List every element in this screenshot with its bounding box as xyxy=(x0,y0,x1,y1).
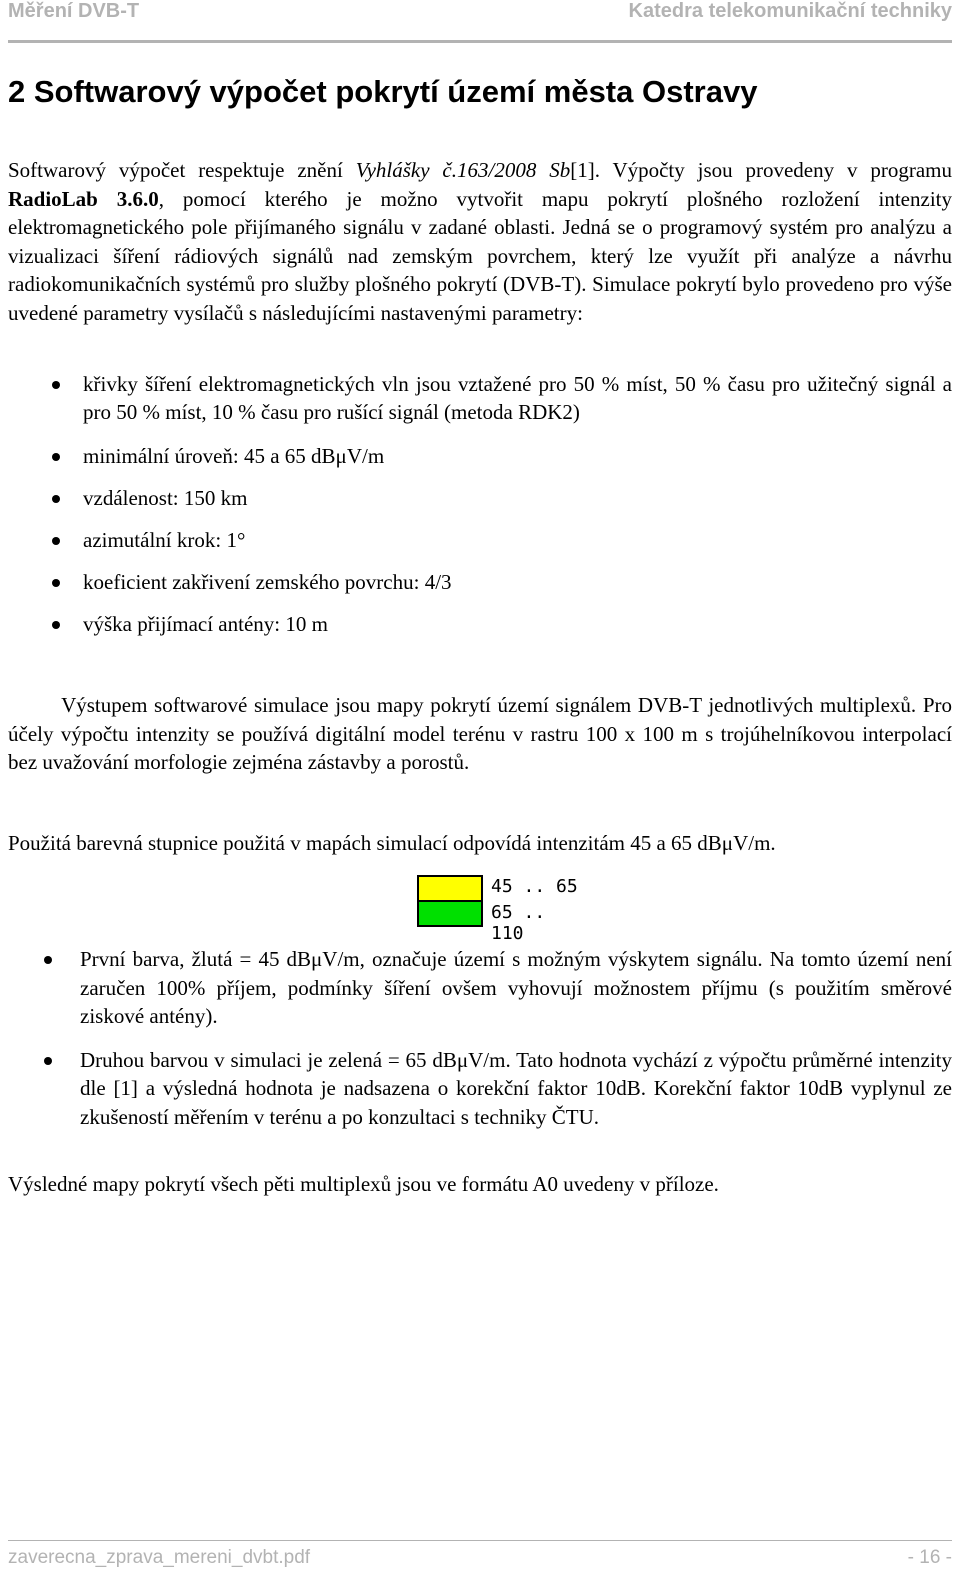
list-item-text: minimální úroveň: 45 a 65 dBμV/m xyxy=(83,444,385,468)
legend-swatch-yellow xyxy=(417,875,483,902)
list-item-text: koeficient zakřivení zemského povrchu: 4/3 xyxy=(83,570,452,594)
bullet-icon xyxy=(52,495,60,503)
bullet-icon xyxy=(44,1057,52,1065)
color-notes-list xyxy=(0,945,952,1146)
list-item-text: vzdálenost: 150 km xyxy=(83,486,248,510)
closing-paragraph: Výsledné mapy pokrytí všech pěti multiplexů jsou ve formátu A0 uvedeny v příloze. xyxy=(8,1172,719,1196)
parameter-list xyxy=(0,370,952,652)
legend-swatch-green xyxy=(417,900,483,927)
list-item xyxy=(0,610,952,638)
list-item-text: křivky šíření elektromagnetických vln jsou vztažené pro 50 % míst, 50 % času pro užitečný signál a pro 50 % míst, 10 % času pro rušící signál (metoda RDK2) xyxy=(83,372,952,424)
list-item xyxy=(0,370,952,426)
output-paragraph: Výstupem softwarové simulace jsou mapy pokrytí území signálem DVB-T jednotlivých multiplexů. Pro účely výpočtu intenzity se používá digitální model terénu v rastru 100 x 100 m s trojúhelníkovou interpolací bez uvažování morfologie zejména zástavby a porostů. xyxy=(8,693,958,774)
list-item-text: výška přijímací antény: 10 m xyxy=(83,612,328,636)
list-item-text: První barva, žlutá = 45 dBμV/m, označuje území s možným výskytem signálu. Na tomto území není zaručen 100% příjem, podmínky šíření ovšem vyhovují možnostem příjmu (s použitím směrové ziskové antény). xyxy=(80,947,952,1028)
list-item-text: azimutální krok: 1° xyxy=(83,528,246,552)
list-item xyxy=(0,1046,952,1132)
page-footer xyxy=(8,1540,952,1584)
bullet-icon xyxy=(52,537,60,545)
footer-filename: zaverecna_zprava_mereni_dvbt.pdf xyxy=(8,1547,311,1568)
intro-text-1: Softwarový výpočet respektuje znění xyxy=(8,158,356,182)
intro-italic: Vyhlášky č.163/2008 Sb xyxy=(355,158,571,182)
scale-paragraph: Použitá barevná stupnice použitá v mapách simulací odpovídá intenzitám 45 a 65 dBμV/m. xyxy=(8,831,776,855)
list-item xyxy=(0,442,952,470)
intro-text-2: [1]. Výpočty jsou provedeny v programu xyxy=(570,158,952,182)
bullet-icon xyxy=(52,453,60,461)
page-number: - 16 - xyxy=(907,1547,952,1568)
bullet-icon xyxy=(52,381,60,389)
bullet-icon xyxy=(44,956,52,964)
section-heading: 2 Softwarový výpočet pokrytí území města Ostravy xyxy=(8,74,758,109)
header-title: Měření DVB-T xyxy=(8,0,140,22)
bullet-icon xyxy=(52,579,60,587)
list-item xyxy=(0,568,952,596)
color-scale-legend xyxy=(417,873,587,944)
page-header xyxy=(8,0,952,43)
header-department: Katedra telekomunikační techniky xyxy=(628,0,952,22)
list-item xyxy=(0,526,952,554)
intro-text-3: , pomocí kterého je možno vytvořit mapu pokrytí plošného rozložení intenzity elektromagnetického pole přijímaného signálu v zadané oblasti. Jedná se o programový systém pro analýzu a vizualizaci šíření rádiových signálů nad zemským povrchem, který lze využít při analýze a návrhu radiokomunikačních systémů pro služby plošného pokrytí (DVB-T). Simulace pokrytí bylo provedeno pro výše uvedené parametry vysílačů s následujícími nastavenými parametry: xyxy=(8,186,952,325)
legend-label: 45 .. 65 xyxy=(491,876,578,897)
intro-program-name: RadioLab 3.6.0 xyxy=(8,186,159,211)
list-item xyxy=(0,945,952,1031)
list-item-text: Druhou barvou v simulaci je zelená = 65 dBμV/m. Tato hodnota vychází z výpočtu průměrné intenzity dle [1] a výsledná hodnota je nadsazena o korekční faktor 10dB. Korekční faktor 10dB vyplynul ze zkušeností měřením v terénu a po konzultaci s techniky ČTU. xyxy=(80,1047,952,1129)
intro-paragraph xyxy=(8,156,952,327)
list-item xyxy=(0,484,952,512)
legend-label: 65 .. 110 xyxy=(491,902,546,944)
bullet-icon xyxy=(52,621,60,629)
